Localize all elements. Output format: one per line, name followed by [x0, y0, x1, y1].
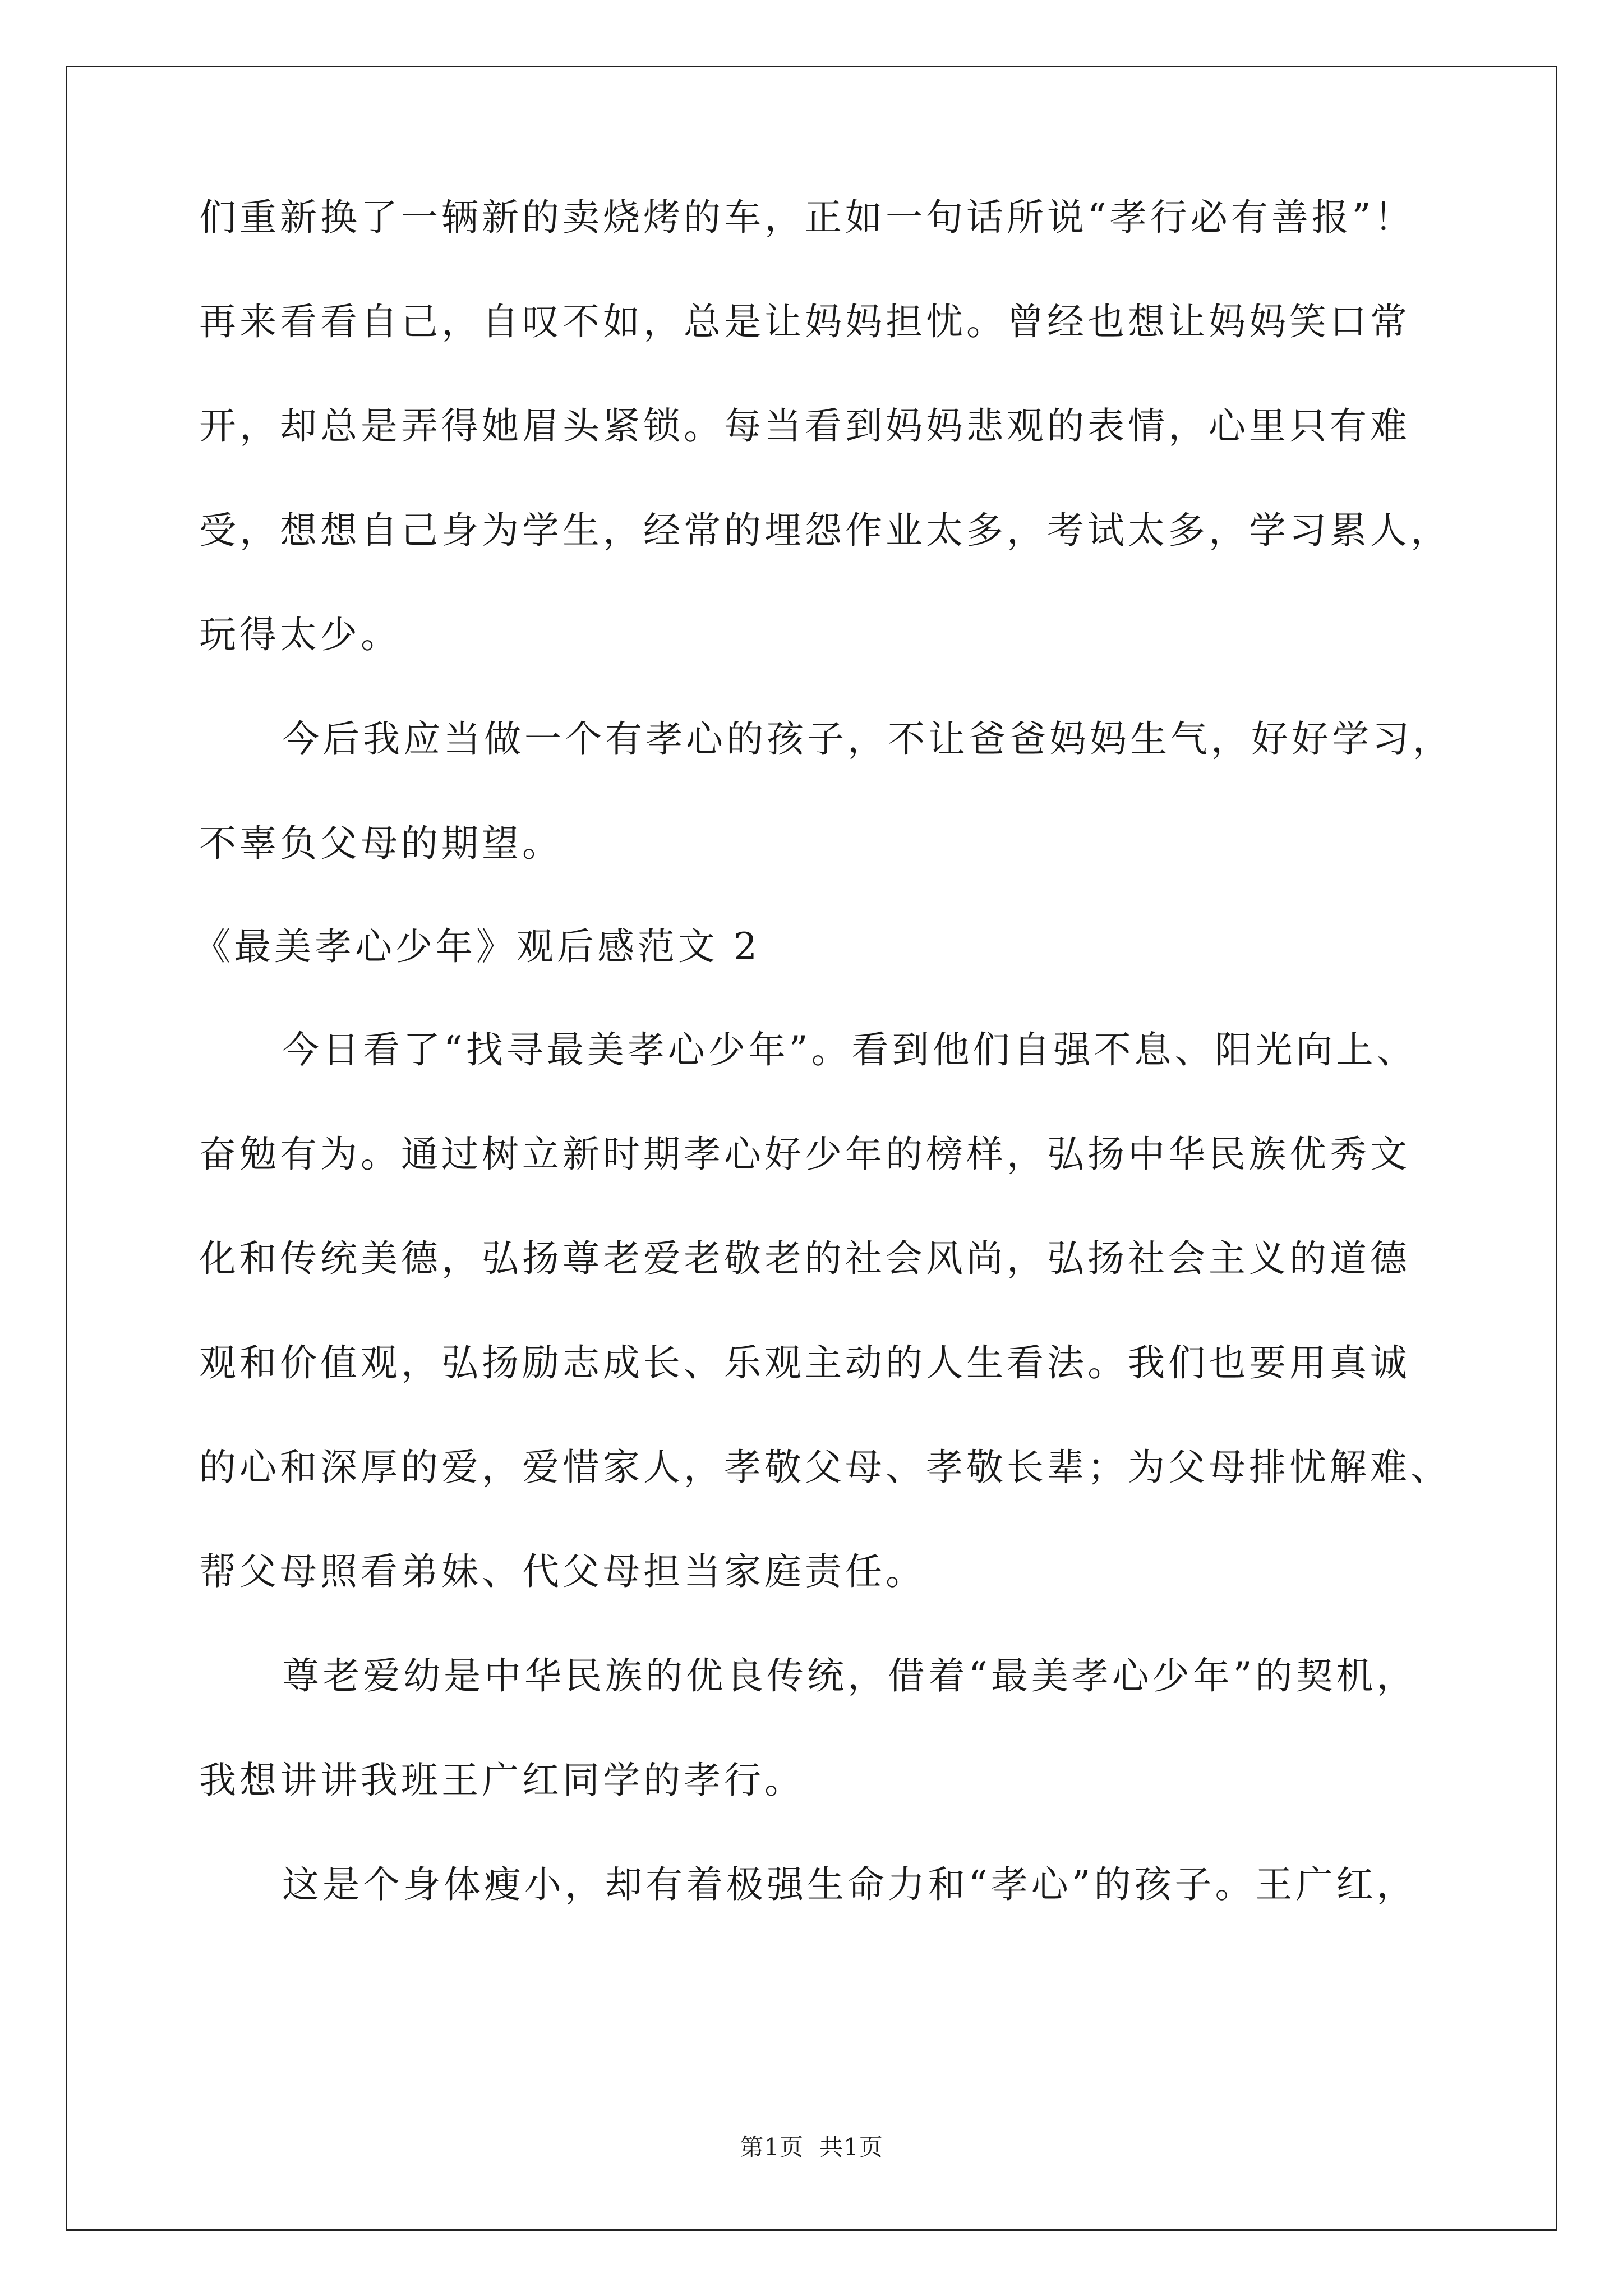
page-number-total: 共1页 — [819, 2133, 883, 2161]
paragraph-line: 玩得太少。 — [199, 613, 401, 656]
page-number-current: 第1页 — [740, 2133, 804, 2161]
paragraph-line: 们重新换了一辆新的卖烧烤的车，正如一句话所说“孝行必有善报”！ — [199, 196, 1415, 239]
paragraph-line: 今后我应当做一个有孝心的孩子，不让爸爸妈妈生气，好好学习， — [282, 717, 1453, 761]
section-heading: 《最美孝心少年》观后感范文 2 — [193, 925, 760, 968]
paragraph-line: 的心和深厚的爱，爱惜家人，孝敬父母、孝敬长辈；为父母排忧解难、 — [199, 1446, 1451, 1489]
paragraph-line: 不辜负父母的期望。 — [199, 822, 562, 865]
paragraph-line: 今日看了“找寻最美孝心少年”。看到他们自强不息、阳光向上、 — [282, 1028, 1417, 1071]
page-footer — [0, 2129, 1623, 2162]
paragraph-line: 我想讲讲我班王广红同学的孝行。 — [199, 1759, 805, 1802]
paragraph-line: 开，却总是弄得她眉头紧锁。每当看到妈妈悲观的表情，心里只有难 — [199, 404, 1410, 448]
paragraph-line: 受，想想自己身为学生，经常的埋怨作业太多，考试太多，学习累人， — [199, 509, 1451, 552]
paragraph-line: 观和价值观，弘扬励志成长、乐观主动的人生看法。我们也要用真诚 — [199, 1341, 1410, 1384]
paragraph-line: 奋勉有为。通过树立新时期孝心好少年的榜样，弘扬中华民族优秀文 — [199, 1133, 1410, 1176]
paragraph-line: 化和传统美德，弘扬尊老爱老敬老的社会风尚，弘扬社会主义的道德 — [199, 1237, 1410, 1280]
paragraph-line: 帮父母照看弟妹、代父母担当家庭责任。 — [199, 1550, 926, 1593]
paragraph-line: 这是个身体瘦小，却有着极强生命力和“孝心”的孩子。王广红， — [282, 1863, 1417, 1906]
paragraph-line: 尊老爱幼是中华民族的优良传统，借着“最美孝心少年”的契机， — [282, 1654, 1417, 1697]
paragraph-line: 再来看看自己，自叹不如，总是让妈妈担忧。曾经也想让妈妈笑口常 — [199, 300, 1410, 343]
